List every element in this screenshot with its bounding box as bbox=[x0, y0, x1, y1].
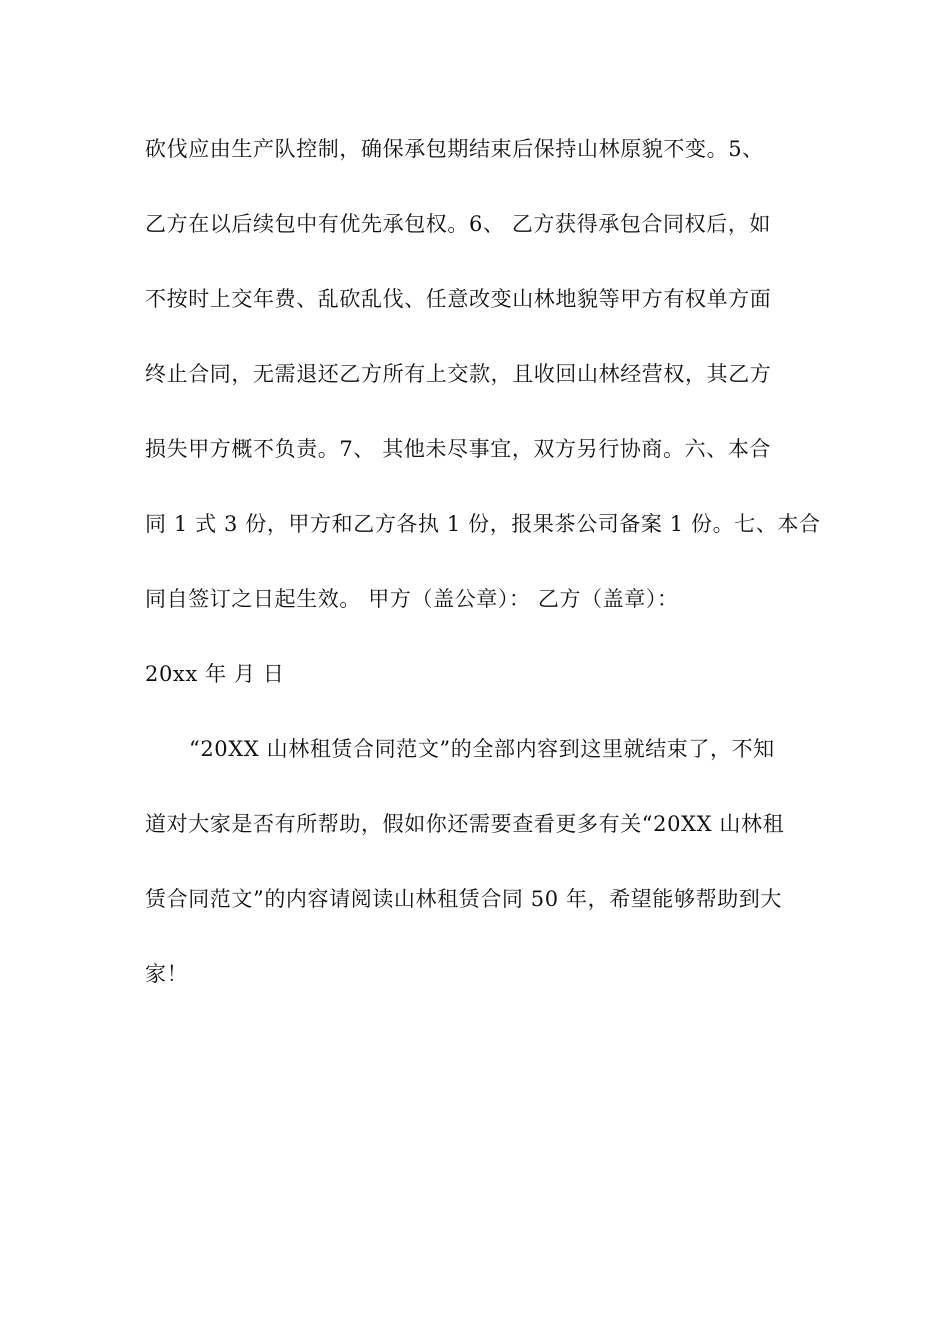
body-text-line-2: 乙方在以后续包中有优先承包权。6、 乙方获得承包合同权后，如 bbox=[145, 212, 772, 236]
closing-paragraph-line-3: 赁合同范文”的内容请阅读山林租赁合同 50 年，希望能够帮助到大 bbox=[145, 887, 783, 911]
body-text-line-5: 损失甲方概不负责。7、 其他未尽事宜，双方另行协商。六、本合 bbox=[145, 437, 772, 461]
closing-paragraph-line-4: 家！ bbox=[145, 962, 189, 986]
signature-line: 同自签订之日起生效。 甲方（盖公章）： 乙方（盖章）： bbox=[145, 587, 679, 611]
body-text-line-6: 同 1 式 3 份，甲方和乙方各执 1 份，报果茶公司备案 1 份。七、本合 bbox=[145, 512, 821, 536]
closing-paragraph-line-1: “20XX 山林租赁合同范文”的全部内容到这里就结束了，不知 bbox=[189, 737, 775, 761]
closing-paragraph-line-2: 道对大家是否有所帮助，假如你还需要查看更多有关“20XX 山林租 bbox=[145, 812, 785, 836]
body-text-line-4: 终止合同，无需退还乙方所有上交款，且收回山林经营权，其乙方 bbox=[145, 362, 772, 386]
body-text-line-1: 砍伐应由生产队控制，确保承包期结束后保持山林原貌不变。5、 bbox=[145, 137, 764, 161]
date-line: 20xx 年 月 日 bbox=[145, 662, 285, 686]
body-text-line-3: 不按时上交年费、乱砍乱伐、任意改变山林地貌等甲方有权单方面 bbox=[145, 287, 772, 311]
